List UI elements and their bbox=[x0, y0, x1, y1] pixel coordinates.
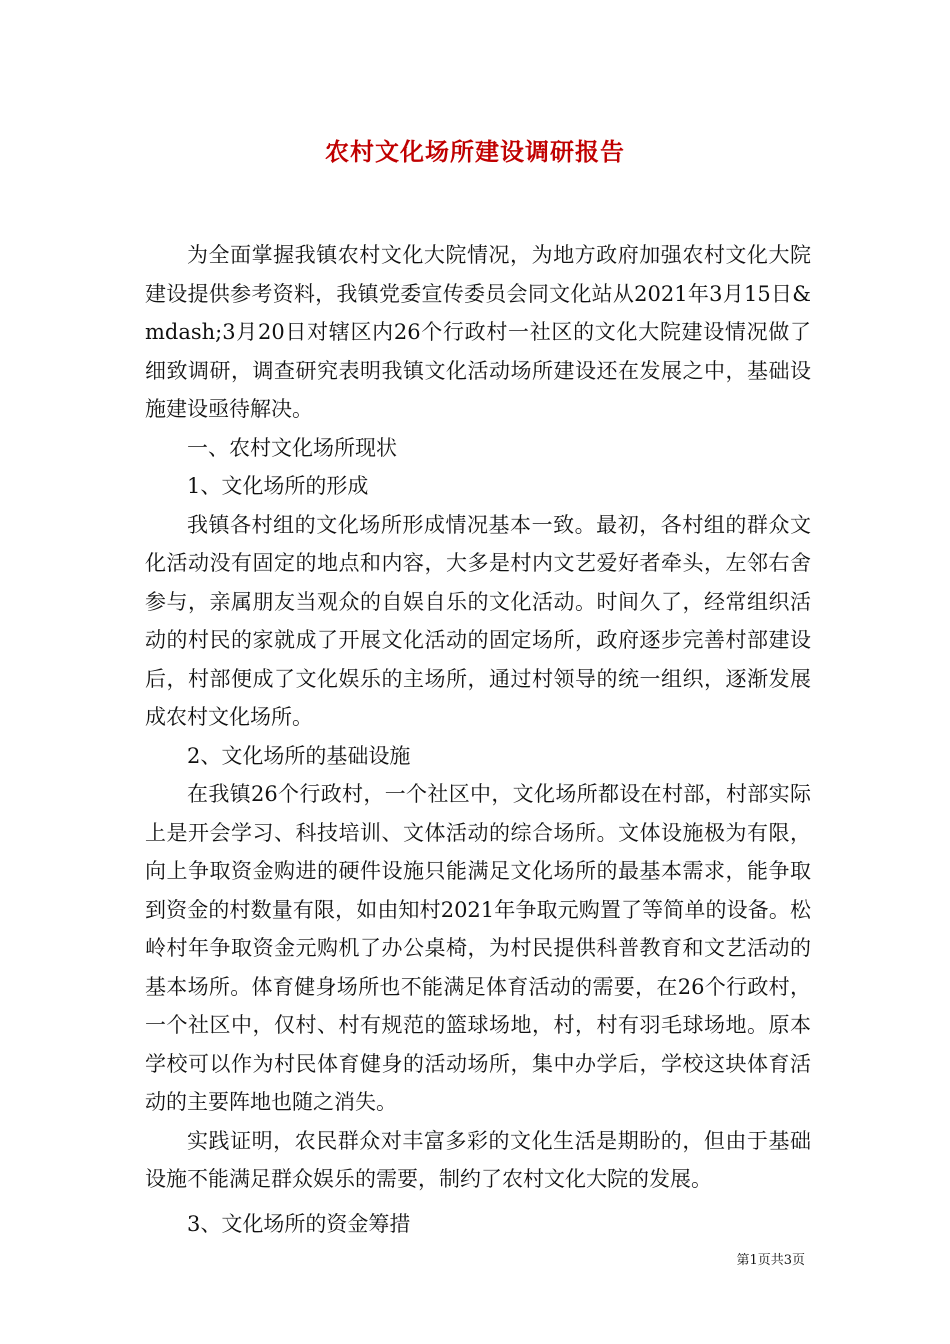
paragraph-intro: 为全面掌握我镇农村文化大院情况，为地方政府加强农村文化大院建设提供参考资料，我镇党委宣传委员会同文化站从2021年3月15日&mdash;3月20日对辖区内26个行政村一社区的文化大院建设情况做了细致调研，调查研究表明我镇文化活动场所建设还在发展之中，基础设施建设亟待解决。 bbox=[145, 243, 811, 421]
page-title: 农村文化场所建设调研报告 bbox=[325, 137, 625, 166]
paragraph-formation: 我镇各村组的文化场所形成情况基本一致。最初，各村组的群众文化活动没有固定的地点和内容，大多是村内文艺爱好者牵头，左邻右舍参与，亲属朋友当观众的自娱自乐的文化活动。时间久了，经常组织活动的村民的家就成了开展文化活动的固定场所，政府逐步完善村部建设后，村部便成了文化娱乐的主场所，通过村领导的统一组织，逐渐发展成农村文化场所。 bbox=[145, 512, 811, 729]
subsection-heading-formation: 1、文化场所的形成 bbox=[187, 474, 369, 498]
paragraph-practice: 实践证明，农民群众对丰富多彩的文化生活是期盼的，但由于基础设施不能满足群众娱乐的需要，制约了农村文化大院的发展。 bbox=[145, 1128, 811, 1191]
section-heading-status: 一、农村文化场所现状 bbox=[187, 435, 397, 460]
page-number: 第1页共3页 bbox=[736, 1253, 805, 1268]
paragraph-facilities: 在我镇26个行政村，一个社区中，文化场所都设在村部，村部实际上是开会学习、科技培训、文体活动的综合场所。文体设施极为有限，向上争取资金购进的硬件设施只能满足文化场所的最基本需求，能争取到资金的村数量有限，如由知村2021年争取元购置了等简单的设备。松岭村年争取资金元购机了办公桌椅，为村民提供科普教育和文艺活动的基本场所。体育健身场所也不能满足体育活动的需要，在26个行政村，一个社区中，仅村、村有规范的篮球场地，村，村有羽毛球场地。原本学校可以作为村民体育健身的活动场所，集中办学后，学校这块体育活动的主要阵地也随之消失。 bbox=[145, 782, 811, 1114]
subsection-heading-funding: 3、文化场所的资金筹措 bbox=[187, 1211, 411, 1236]
document-body bbox=[145, 236, 811, 1243]
subsection-heading-facilities: 2、文化场所的基础设施 bbox=[187, 743, 411, 768]
